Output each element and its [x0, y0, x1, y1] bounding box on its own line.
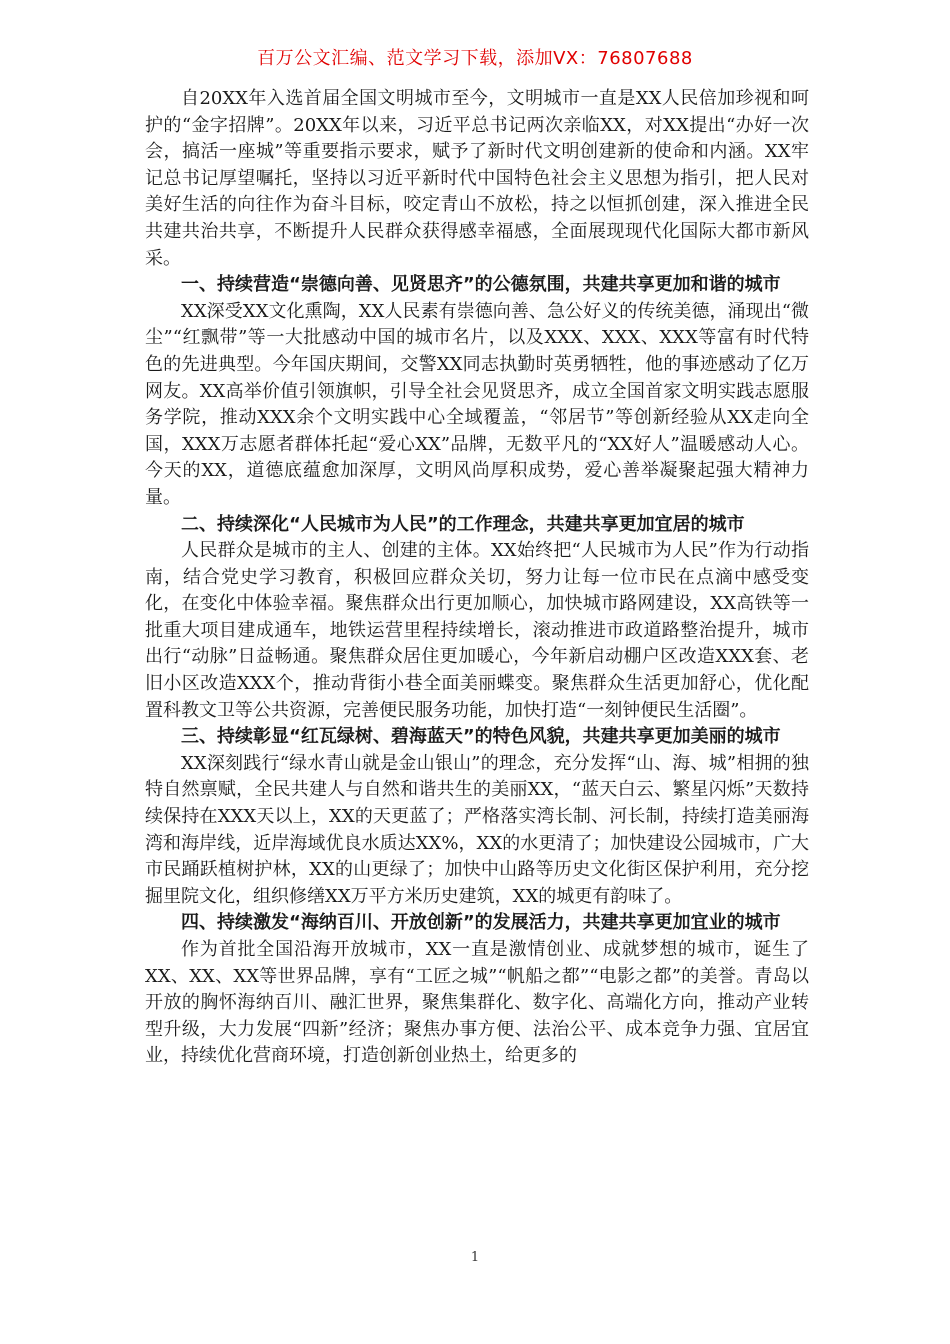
page-number: 1 — [470, 1250, 480, 1265]
section-paragraph: 作为首批全国沿海开放城市，XX一直是激情创业、成就梦想的城市，诞生了XX、XX、XX等世界品牌，享有“工匠之城”“帆船之都”“电影之都”的美誉。青岛以开放的胸怀海纳百川、融汇世界，聚焦集群化、数字化、高端化方向，推动产业转型升级，大力发展“四新”经济；聚焦办事方便、法治公平、成本竞争力强、宜居宜业，持续优化营商环境，打造创新创业热土，给更多的 — [145, 939, 809, 1067]
watermark-banner: 百万公文汇编、范文学习下载，添加VX：76807688 — [257, 48, 693, 69]
section-heading: 三、持续彰显“红瓦绿树、碧海蓝天”的特色风貌，共建共享更加美丽的城市 — [181, 726, 781, 748]
section-heading: 二、持续深化“人民城市为人民”的工作理念，共建共享更加宜居的城市 — [181, 513, 745, 535]
section-paragraph: XX深受XX文化熏陶，XX人民素有崇德向善、急公好义的传统美德，涌现出“微尘”“红飘带”等一大批感动中国的城市名片，以及XXX、XXX、XXX等富有时代特色的先进典型。今年国庆期间，交警XX同志执勤时英勇牺牲，他的事迹感动了亿万网友。XX高举价值引领旗帜，引导全社会见贤思齐，成立全国首家文明实践志愿服务学院，推动XXX余个文明实践中心全域覆盖，“邻居节”等创新经验从XX走向全国，XXX万志愿者群体托起“爱心XX”品牌，无数平凡的“XX好人”温暖感动人心。今天的XX，道德底蕴愈加深厚，文明风尚厚积成势，爱心善举凝聚起强大精神力量。 — [145, 300, 809, 508]
document-body — [145, 86, 809, 1070]
section-heading: 一、持续营造“崇德向善、见贤思齐”的公德氛围，共建共享更加和谐的城市 — [181, 274, 781, 296]
intro-paragraph: 自20XX年入选首届全国文明城市至今，文明城市一直是XX人民倍加珍视和呵护的“金字招牌”。20XX年以来，习近平总书记两次亲临XX，对XX提出“办好一次会，搞活一座城”等重要指示要求，赋予了新时代文明创建新的使命和内涵。XX牢记总书记厚望嘱托，坚持以习近平新时代中国特色社会主义思想为指引，把人民对美好生活的向往作为奋斗目标，咬定青山不放松，持之以恒抓创建，深入推进全民共建共治共享，不断提升人民群众获得感幸福感，全面展现现代化国际大都市新风采。 — [145, 88, 809, 269]
section-paragraph: XX深刻践行“绿水青山就是金山银山”的理念，充分发挥“山、海、城”相拥的独特自然禀赋，全民共建人与自然和谐共生的美丽XX，“蓝天白云、繁星闪烁”天数持续保持在XXX天以上，XX的天更蓝了；严格落实湾长制、河长制，持续打造美丽海湾和海岸线，近岸海域优良水质达XX%，XX的水更清了；加快建设公园城市，广大市民踊跃植树护林，XX的山更绿了；加快中山路等历史文化街区保护利用，充分挖掘里院文化，组织修缮XX万平方米历史建筑，XX的城更有韵味了。 — [145, 752, 809, 907]
section-paragraph: 人民群众是城市的主人、创建的主体。XX始终把“人民城市为人民”作为行动指南，结合党史学习教育，积极回应群众关切，努力让每一位市民在点滴中感受变化，在变化中体验幸福。聚焦群众出行更加顺心，加快城市路网建设，XX高铁等一批重大项目建成通车，地铁运营里程持续增长，滚动推进市政道路整治提升，城市出行“动脉”日益畅通。聚焦群众居住更加暖心，今年新启动棚户区改造XXX套、老旧小区改造XXX个，推动背街小巷全面美丽蝶变。聚焦群众生活更加舒心，优化配置科教文卫等公共资源，完善便民服务功能，加快打造“一刻钟便民生活圈”。 — [145, 540, 809, 721]
section-heading: 四、持续激发“海纳百川、开放创新”的发展活力，共建共享更加宜业的城市 — [181, 912, 781, 934]
